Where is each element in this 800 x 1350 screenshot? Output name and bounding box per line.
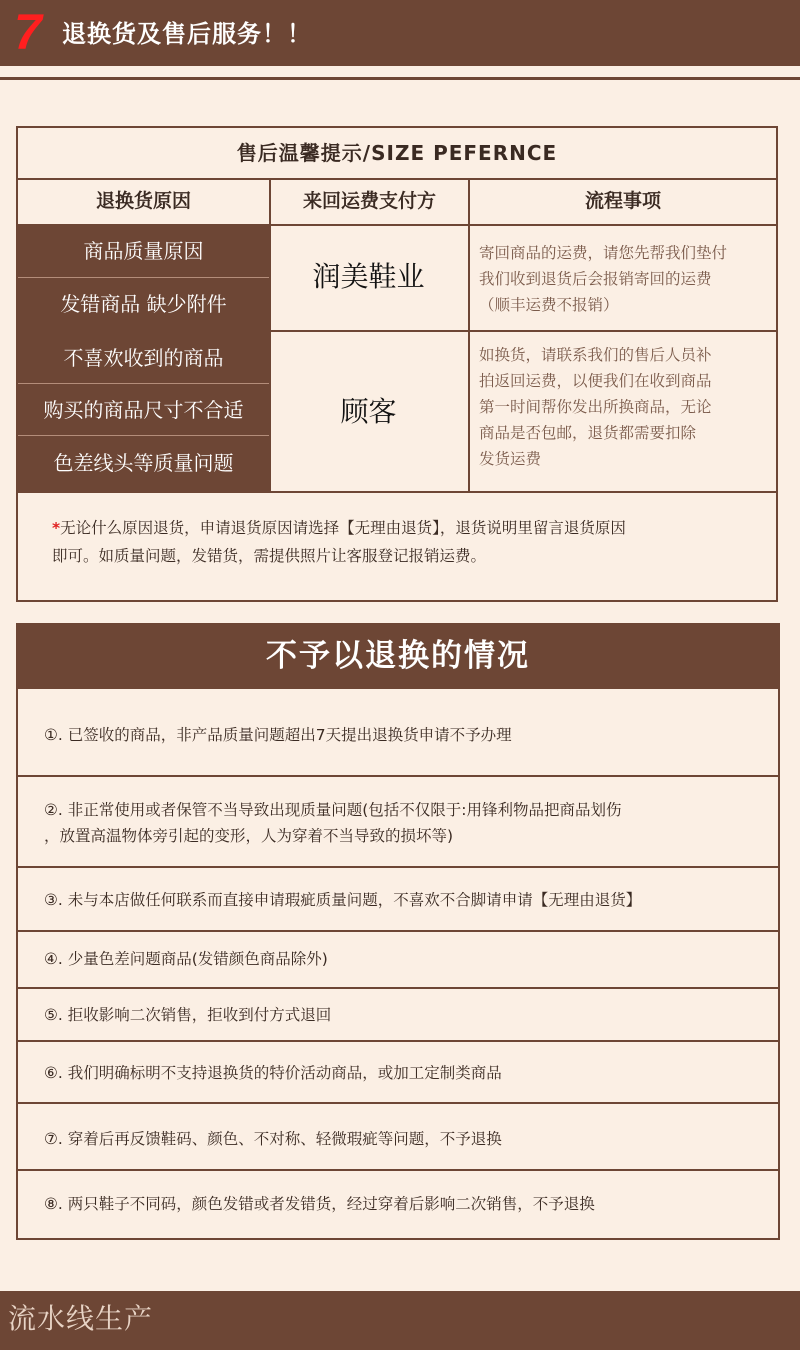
payer-seller: 润美鞋业 (312, 260, 425, 293)
section-number: 7 (14, 4, 42, 60)
return-note (52, 514, 772, 570)
process-line: 第一时间帮你发出所换商品，无论 (479, 398, 712, 416)
list-item (18, 1171, 778, 1238)
list-item (18, 1104, 778, 1171)
no-return-table (16, 689, 780, 1240)
note-line: 即可。如质量问题，发错货，需提供照片让客服登记报销运费。 (52, 547, 487, 565)
process-line: 寄回商品的运费，请您先帮我们垫付 (479, 244, 728, 262)
note-star: * (52, 519, 61, 537)
list-item (18, 868, 778, 932)
column-divider (468, 178, 470, 491)
reason-wrong-item: 发错商品 缺少附件 (18, 278, 269, 330)
item-text (44, 797, 770, 849)
list-item (18, 932, 778, 989)
after-sales-table (16, 126, 778, 602)
item-text: ①. 已签收的商品，非产品质量问题超出7天提出退换货申请不予办理 (44, 726, 512, 744)
table-bottom-divider (18, 491, 776, 493)
list-item (18, 989, 778, 1042)
list-item (18, 777, 778, 868)
item-text: ③. 未与本店做任何联系而直接申请瑕疵质量问题，不喜欢不合脚请申请【无理由退货】 (44, 891, 642, 909)
column-header-process: 流程事项 (470, 178, 776, 226)
process-line: 发货运费 (479, 450, 542, 468)
payer-customer: 顾客 (340, 395, 397, 428)
item-text: ⑧. 两只鞋子不同码，颜色发错或者发错货，经过穿着后影响二次销售，不予退换 (44, 1195, 595, 1213)
list-item (18, 689, 778, 777)
process-line: 商品是否包邮，退货都需要扣除 (479, 424, 697, 442)
item-line: ，放置高温物体旁引起的变形，人为穿着不当导致的损坏等) (44, 827, 454, 845)
reason-quality: 商品质量原因 (18, 224, 269, 278)
process-line: 拍返回运费，以便我们在收到商品 (479, 372, 712, 390)
header-divider (0, 77, 800, 80)
column-header-reason: 退换货原因 (18, 178, 269, 226)
next-section-header (0, 1291, 800, 1350)
process-line: （顺丰运费不报销） (479, 296, 619, 314)
reason-dislike: 不喜欢收到的商品 (18, 332, 269, 384)
table-title: 售后温馨提示/SIZE PEFERNCE (18, 128, 776, 180)
note-text: 无论什么原因退货，申请退货原因请选择【无理由退货】，退货说明里留言退货原因 (60, 519, 626, 537)
no-return-title: 不予以退换的情况 (16, 623, 780, 689)
note-line (52, 514, 772, 542)
process-line: 我们收到退货后会报销寄回的运费 (479, 270, 712, 288)
item-text: ④. 少量色差问题商品(发错颜色商品除外) (44, 950, 328, 968)
list-item (18, 1042, 778, 1104)
item-line: ②. 非正常使用或者保管不当导致出现质量问题(包括不仅限于:用锋利物品把商品划伤 (44, 801, 622, 819)
section-title: 退换货及售后服务！！ (62, 20, 312, 48)
process-customer (473, 342, 773, 472)
reason-size: 购买的商品尺寸不合适 (18, 384, 269, 436)
section-header (0, 0, 800, 66)
item-text: ⑦. 穿着后再反馈鞋码、颜色、不对称、轻微瑕疵等问题，不予退换 (44, 1130, 502, 1148)
process-line: 如换货，请联系我们的售后人员补 (479, 346, 712, 364)
column-header-payer: 来回运费支付方 (271, 178, 468, 226)
next-section-title: 流水线生产 (8, 1302, 154, 1335)
item-text: ⑥. 我们明确标明不支持退换货的特价活动商品，或加工定制类商品 (44, 1064, 502, 1082)
item-text: ⑤. 拒收影响二次销售，拒收到付方式退回 (44, 1006, 332, 1024)
reason-color: 色差线头等质量问题 (18, 436, 269, 491)
process-seller (473, 240, 773, 318)
